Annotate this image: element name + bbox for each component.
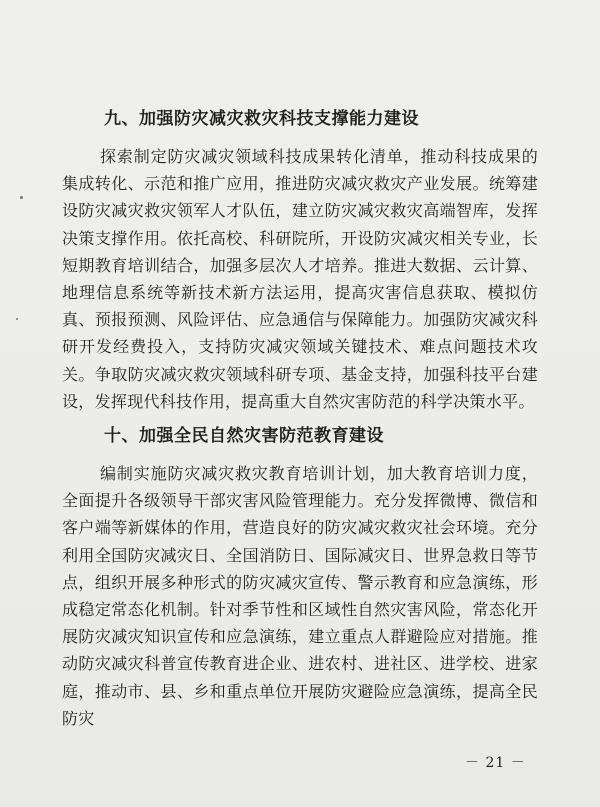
section-paragraph-10: 编制实施防灾减灾救灾教育培训计划，加大教育培训力度，全面提升各级领导干部灾害风险管理能力。充分发挥微博、微信和客户端等新媒体的作用，营造良好的防灾减灾救灾社会环境。充分利用全国防灾减灾日、全国消防日、国际减灾日、世界急救日等节点，组织开展多种形式的防灾减灾宣传、警示教育和应急演练，形成稳定常态化机制。针对季节性和区域性自然灾害风险，常态化开展防灾减灾知识宣传和应急演练，建立重点人群避险应对措施。推动防灾减灾科普宣传教育进企业、进农村、进社区、进学校、进家庭，推动市、县、乡和重点单位开展防灾避险应急演练，提高全民防灾 (62, 464, 538, 728)
scan-speck (16, 318, 18, 320)
page-number: － 21 － (465, 755, 526, 771)
section-heading-9: 九、加强防灾减灾救灾科技支撑能力建设 (104, 109, 419, 129)
section-heading-10: 十、加强全民自然灾害防范教育建设 (104, 426, 384, 446)
scan-speck (20, 196, 23, 199)
section-paragraph-9: 探索制定防灾减灾领域科技成果转化清单，推动科技成果的集成转化、示范和推广应用，推进防灾减灾救灾产业发展。统筹建设防灾减灾救灾领军人才队伍，建立防灾减灾救灾高端智库，发挥决策支撑作用。依托高校、科研院所，开设防灾减灾相关专业，长短期教育培训结合，加强多层次人才培养。推进大数据、云计算、地理信息系统等新技术新方法运用，提高灾害信息获取、模拟仿真、预报预测、风险评估、应急通信与保障能力。加强防灾减灾科研开发经费投入，支持防灾减灾领域关键技术、难点问题技术攻关。争取防灾减灾救灾领域科研专项、基金支持，加强科技平台建设，发挥现代科技作用，提高重大自然灾害防范的科学决策水平。 (62, 147, 538, 411)
